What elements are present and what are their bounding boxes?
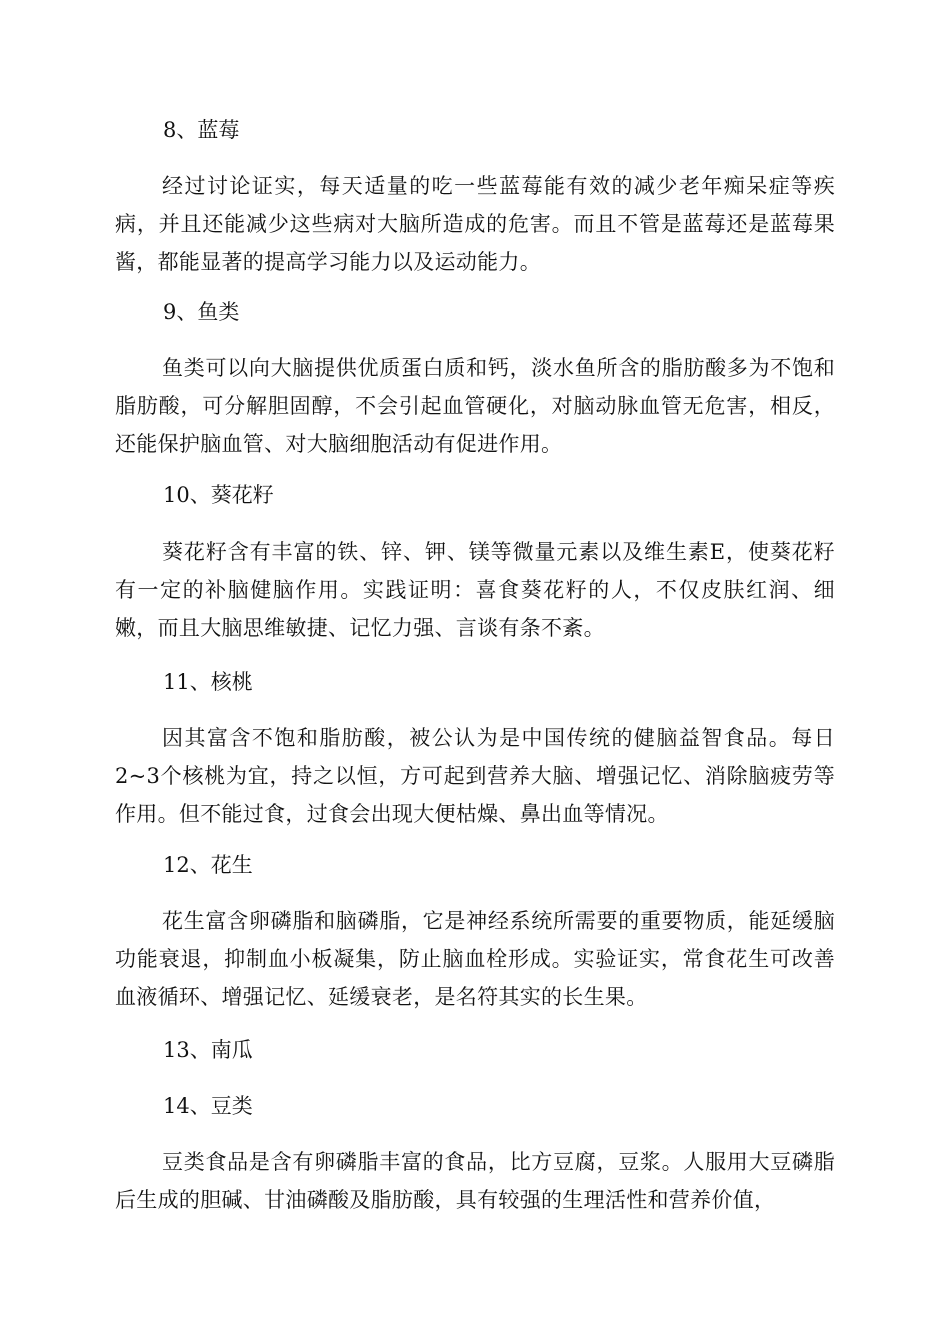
section-paragraph-fish: 鱼类可以向大脑提供优质蛋白质和钙，淡水鱼所含的脂肪酸多为不饱和脂肪酸，可分解胆固醇，不会引起血管硬化，对脑动脉血管无危害，相反，还能保护脑血管、对大脑细胞活动有促进作用。 [115, 356, 835, 456]
section-heading-blueberry: 8、蓝莓 [163, 118, 240, 142]
section-heading-sunflower-seeds: 10、葵花籽 [163, 483, 274, 507]
section-heading-peanut: 12、花生 [163, 853, 253, 877]
section-heading-walnut: 11、核桃 [163, 670, 253, 694]
section-heading-beans: 14、豆类 [163, 1094, 253, 1118]
section-paragraph-blueberry: 经过讨论证实，每天适量的吃一些蓝莓能有效的减少老年痴呆症等疾病，并且还能减少这些病对大脑所造成的危害。而且不管是蓝莓还是蓝莓果酱，都能显著的提高学习能力以及运动能力。 [115, 174, 835, 274]
section-paragraph-walnut: 因其富含不饱和脂肪酸，被公认为是中国传统的健脑益智食品。每日2~3个核桃为宜，持之以恒，方可起到营养大脑、增强记忆、消除脑疲劳等作用。但不能过食，过食会出现大便枯燥、鼻出血等情况。 [115, 726, 835, 826]
section-paragraph-sunflower-seeds: 葵花籽含有丰富的铁、锌、钾、镁等微量元素以及维生素E，使葵花籽有一定的补脑健脑作用。实践证明：喜食葵花籽的人，不仅皮肤红润、细嫩，而且大脑思维敏捷、记忆力强、言谈有条不紊。 [115, 540, 835, 640]
section-heading-fish: 9、鱼类 [163, 300, 240, 324]
section-paragraph-beans: 豆类食品是含有卵磷脂丰富的食品，比方豆腐，豆浆。人服用大豆磷脂后生成的胆碱、甘油磷酸及脂肪酸，具有较强的生理活性和营养价值， [115, 1150, 835, 1212]
section-paragraph-peanut: 花生富含卵磷脂和脑磷脂，它是神经系统所需要的重要物质，能延缓脑功能衰退，抑制血小板凝集，防止脑血栓形成。实验证实，常食花生可改善血液循环、增强记忆、延缓衰老，是名符其实的长生果。 [115, 909, 835, 1009]
section-heading-pumpkin: 13、南瓜 [163, 1038, 253, 1062]
